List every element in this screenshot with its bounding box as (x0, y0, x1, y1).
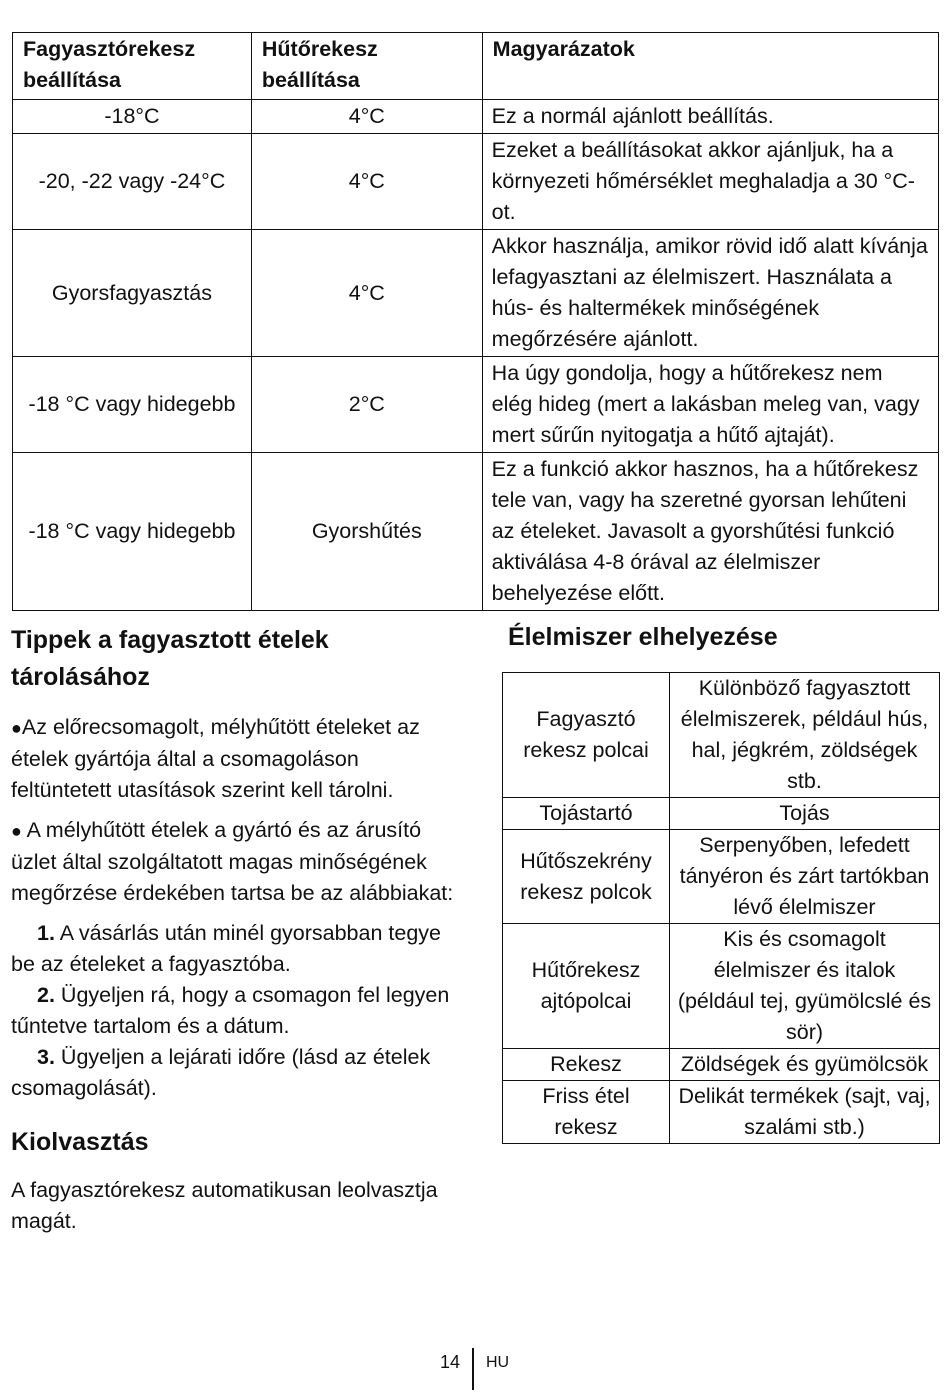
settings-row (13, 357, 939, 453)
items-cell: Tojás (670, 798, 940, 830)
items-cell: Kis és csomagolt élelmiszer és italok (például tej, gyümölcslé és sör) (670, 924, 940, 1049)
step-number: 1. (37, 921, 55, 945)
location-cell: Hűtőrekesz ajtópolcai (503, 924, 670, 1049)
step-text: A vásárlás után minél gyorsabban tegye be az ételeket a fagyasztóba. (11, 921, 441, 976)
tip-text: Az előrecsomagolt, mélyhűtött ételeket az ételek gyártója által a csomagoláson feltüntetett utasítások szerint kell tárolni. (11, 715, 420, 802)
settings-row (13, 230, 939, 357)
settings-row (13, 134, 939, 230)
explanation-cell: Akkor használja, amikor rövid idő alatt kívánja lefagyasztani az élelmiszert. Használata a hús- és haltermékek minőségének megőrzésére ajánlott. (482, 230, 938, 357)
tip-step (11, 1042, 463, 1104)
defrost-text: A fagyasztórekesz automatikusan leolvasztja magát. (11, 1178, 438, 1233)
settings-table (12, 32, 939, 611)
tip-bullet (11, 712, 463, 806)
freezer-setting-cell: -18 °C vagy hidegebb (13, 357, 252, 453)
placement-row (503, 924, 940, 1049)
fridge-setting-cell: 4°C (251, 134, 482, 230)
page-footer (0, 1348, 950, 1392)
tip-text: A mélyhűtött ételek a gyártó és az árusító üzlet által szolgáltatott magas minőségének megőrzése érdekében tartsa be az alábbiakat: (11, 818, 454, 905)
explanation-cell: Ez a funkció akkor hasznos, ha a hűtőrekesz tele van, vagy ha szeretné gyorsan lehűteni az ételeket. Javasolt a gyorshűtési funkció aktiválása 4-8 órával az élelmiszer behelyezése előtt. (482, 453, 938, 611)
items-cell: Zöldségek és gyümölcsök (670, 1049, 940, 1081)
tip-bullet (11, 815, 463, 909)
placement-row (503, 673, 940, 798)
tip-step (11, 980, 463, 1042)
tips-title: Tippek a fagyasztott ételek tárolásához (11, 626, 329, 691)
bullet-icon: ● (11, 718, 22, 738)
explanation-cell: Ez a normál ajánlott beállítás. (482, 100, 938, 134)
header-explanation: Magyarázatok (482, 33, 938, 100)
items-cell: Delikát termékek (sajt, vaj, szalámi stb.) (670, 1081, 940, 1144)
explanation-cell: Ha úgy gondolja, hogy a hűtőrekesz nem elég hideg (mert a lakásban meleg van, vagy mert sűrűn nyitogatja a hűtő ajtaját). (482, 357, 938, 453)
step-text: Ügyeljen rá, hogy a csomagon fel legyen tűntetve tartalom és a dátum. (11, 983, 450, 1038)
header-fridge-setting: Hűtőrekesz beállítása (251, 33, 482, 100)
items-cell: Különböző fagyasztott élelmiszerek, például hús, hal, jégkrém, zöldségek stb. (670, 673, 940, 798)
freezer-setting-cell: -18 °C vagy hidegebb (13, 453, 252, 611)
page-number: 14 (439, 1352, 460, 1372)
placement-row (503, 1049, 940, 1081)
defrost-title: Kiolvasztás (11, 1128, 149, 1156)
location-cell: Tojástartó (503, 798, 670, 830)
tip-step (11, 918, 463, 980)
explanation-cell: Ezeket a beállításokat akkor ajánljuk, ha a környezeti hőmérséklet meghaladja a 30 °C-ot. (482, 134, 938, 230)
location-cell: Rekesz (503, 1049, 670, 1081)
location-cell: Hűtőszekrény rekesz polcok (503, 830, 670, 924)
left-column (11, 622, 463, 1246)
step-number: 3. (37, 1045, 55, 1069)
placement-table (502, 672, 940, 1144)
fridge-setting-cell: 4°C (251, 230, 482, 357)
items-cell: Serpenyőben, lefedett tányéron és zárt tartókban lévő élelmiszer (670, 830, 940, 924)
fridge-setting-cell: 4°C (251, 100, 482, 134)
placement-row (503, 830, 940, 924)
settings-row (13, 100, 939, 134)
step-number: 2. (37, 983, 55, 1007)
header-freezer-setting: Fagyasztórekesz beállítása (13, 33, 252, 100)
location-cell: Friss étel rekesz (503, 1081, 670, 1144)
step-text: Ügyeljen a lejárati időre (lásd az ételek csomagolását). (11, 1045, 431, 1100)
freezer-setting-cell: -18°C (13, 100, 252, 134)
placement-row (503, 1081, 940, 1144)
settings-header-row (13, 33, 939, 100)
fridge-setting-cell: Gyorshűtés (251, 453, 482, 611)
placement-row (503, 798, 940, 830)
settings-row (13, 453, 939, 611)
placement-title: Élelmiszer elhelyezése (508, 623, 778, 651)
freezer-setting-cell: Gyorsfagyasztás (13, 230, 252, 357)
bullet-icon: ● (11, 821, 22, 841)
location-cell: Fagyasztó rekesz polcai (503, 673, 670, 798)
freezer-setting-cell: -20, -22 vagy -24°C (13, 134, 252, 230)
language-code: HU (486, 1354, 510, 1371)
fridge-setting-cell: 2°C (251, 357, 482, 453)
right-column (502, 619, 942, 1144)
footer-divider (472, 1348, 474, 1390)
